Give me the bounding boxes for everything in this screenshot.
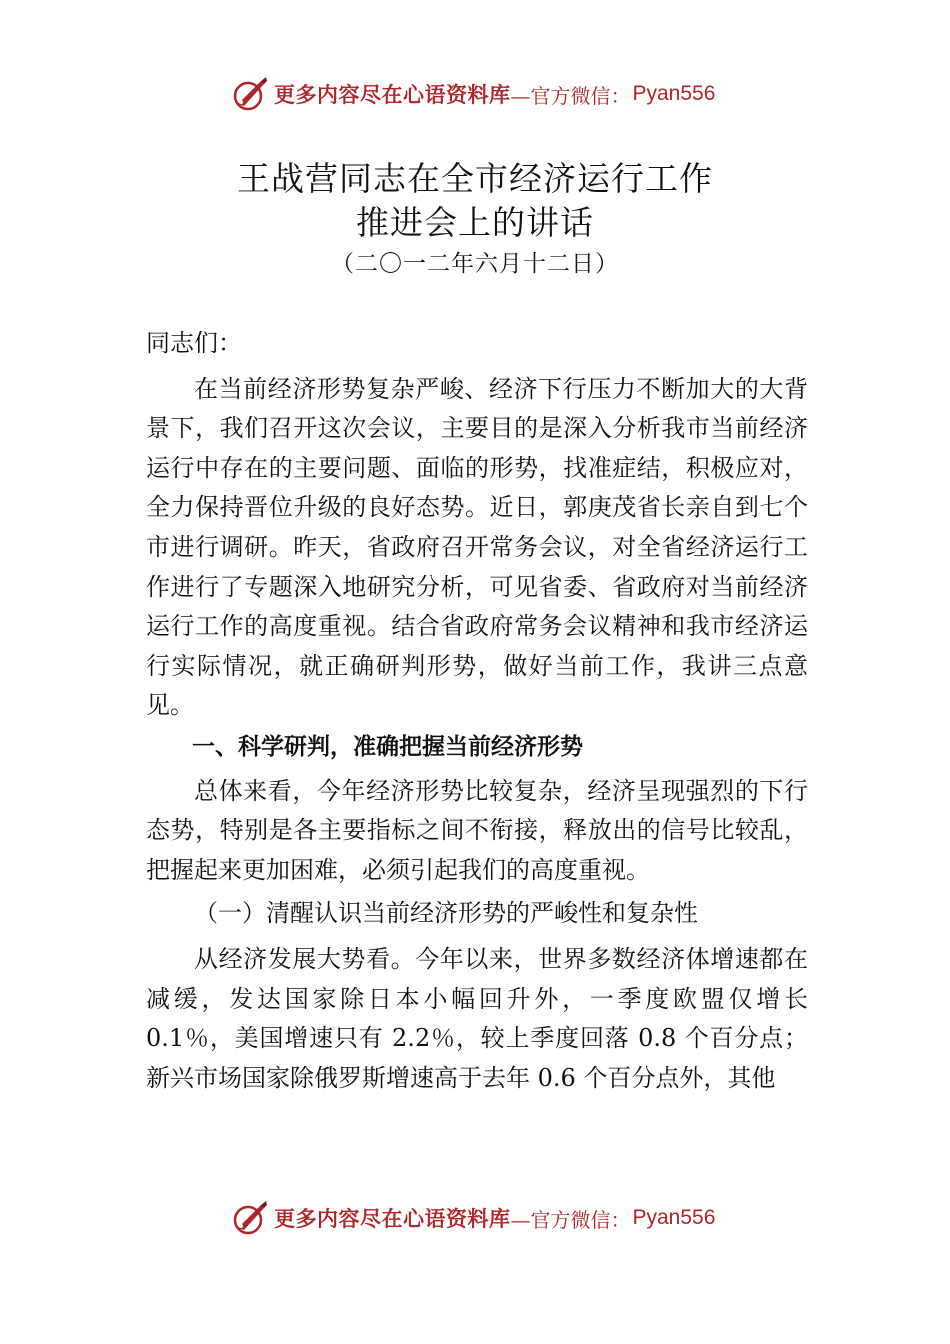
paragraph-subsection1: 从经济发展大势看。今年以来，世界多数经济体增速都在减缓，发达国家除日本小幅回升外，一季度欧盟仅增长 0.1％，美国增速只有 2.2％，较上季度回落 0.8 个百分点；新兴市场国家除俄罗斯增速高于去年 0.6 个百分点外，其他	[146, 944, 808, 1092]
document-title-line1: 王战营同志在全市经济运行工作	[237, 159, 713, 198]
watermark-main-text: 更多内容尽在心语资料库	[274, 1206, 511, 1231]
section-heading-1: 一、科学研判，准确把握当前经济形势	[192, 733, 583, 760]
paragraph-intro: 在当前经济形势复杂严峻、经济下行压力不断加大的大背景下，我们召开这次会议，主要目的是深入分析我市当前经济运行中存在的主要问题、面临的形势，找准症结，积极应对，全力保持晋位升级的良好态势。近日，郭庚茂省长亲自到七个市进行调研。昨天，省政府召开常务会议，对全省经济运行工作进行了专题深入地研究分析，可见省委、省政府对当前经济运行工作的高度重视。结合省政府常务会议精神和我市经济运行实际情况，就正确研判形势，做好当前工作，我讲三点意见。	[146, 374, 808, 720]
document-date: （二〇一二年六月十二日）	[331, 251, 619, 277]
quill-pen-logo-icon	[230, 74, 270, 114]
salutation: 同志们：	[146, 329, 242, 357]
header-watermark	[230, 72, 715, 116]
watermark-wechat-id: Pyan556	[632, 1206, 716, 1229]
quill-pen-logo-icon	[230, 1198, 270, 1238]
watermark-main-text: 更多内容尽在心语资料库	[274, 82, 511, 107]
watermark-sub-text: —官方微信：	[510, 1207, 631, 1232]
footer-watermark	[230, 1196, 715, 1240]
document-title-line2: 推进会上的讲话	[356, 203, 594, 242]
subsection-heading-1: （一）清醒认识当前经济形势的严峻性和复杂性	[194, 899, 698, 928]
paragraph-section1-intro: 总体来看，今年经济形势比较复杂，经济呈现强烈的下行态势，特别是各主要指标之间不衔接，释放出的信号比较乱，把握起来更加困难，必须引起我们的高度重视。	[146, 776, 808, 884]
watermark-wechat-id: Pyan556	[632, 82, 716, 105]
document-body	[146, 324, 808, 1098]
watermark-sub-text: —官方微信：	[510, 83, 631, 108]
